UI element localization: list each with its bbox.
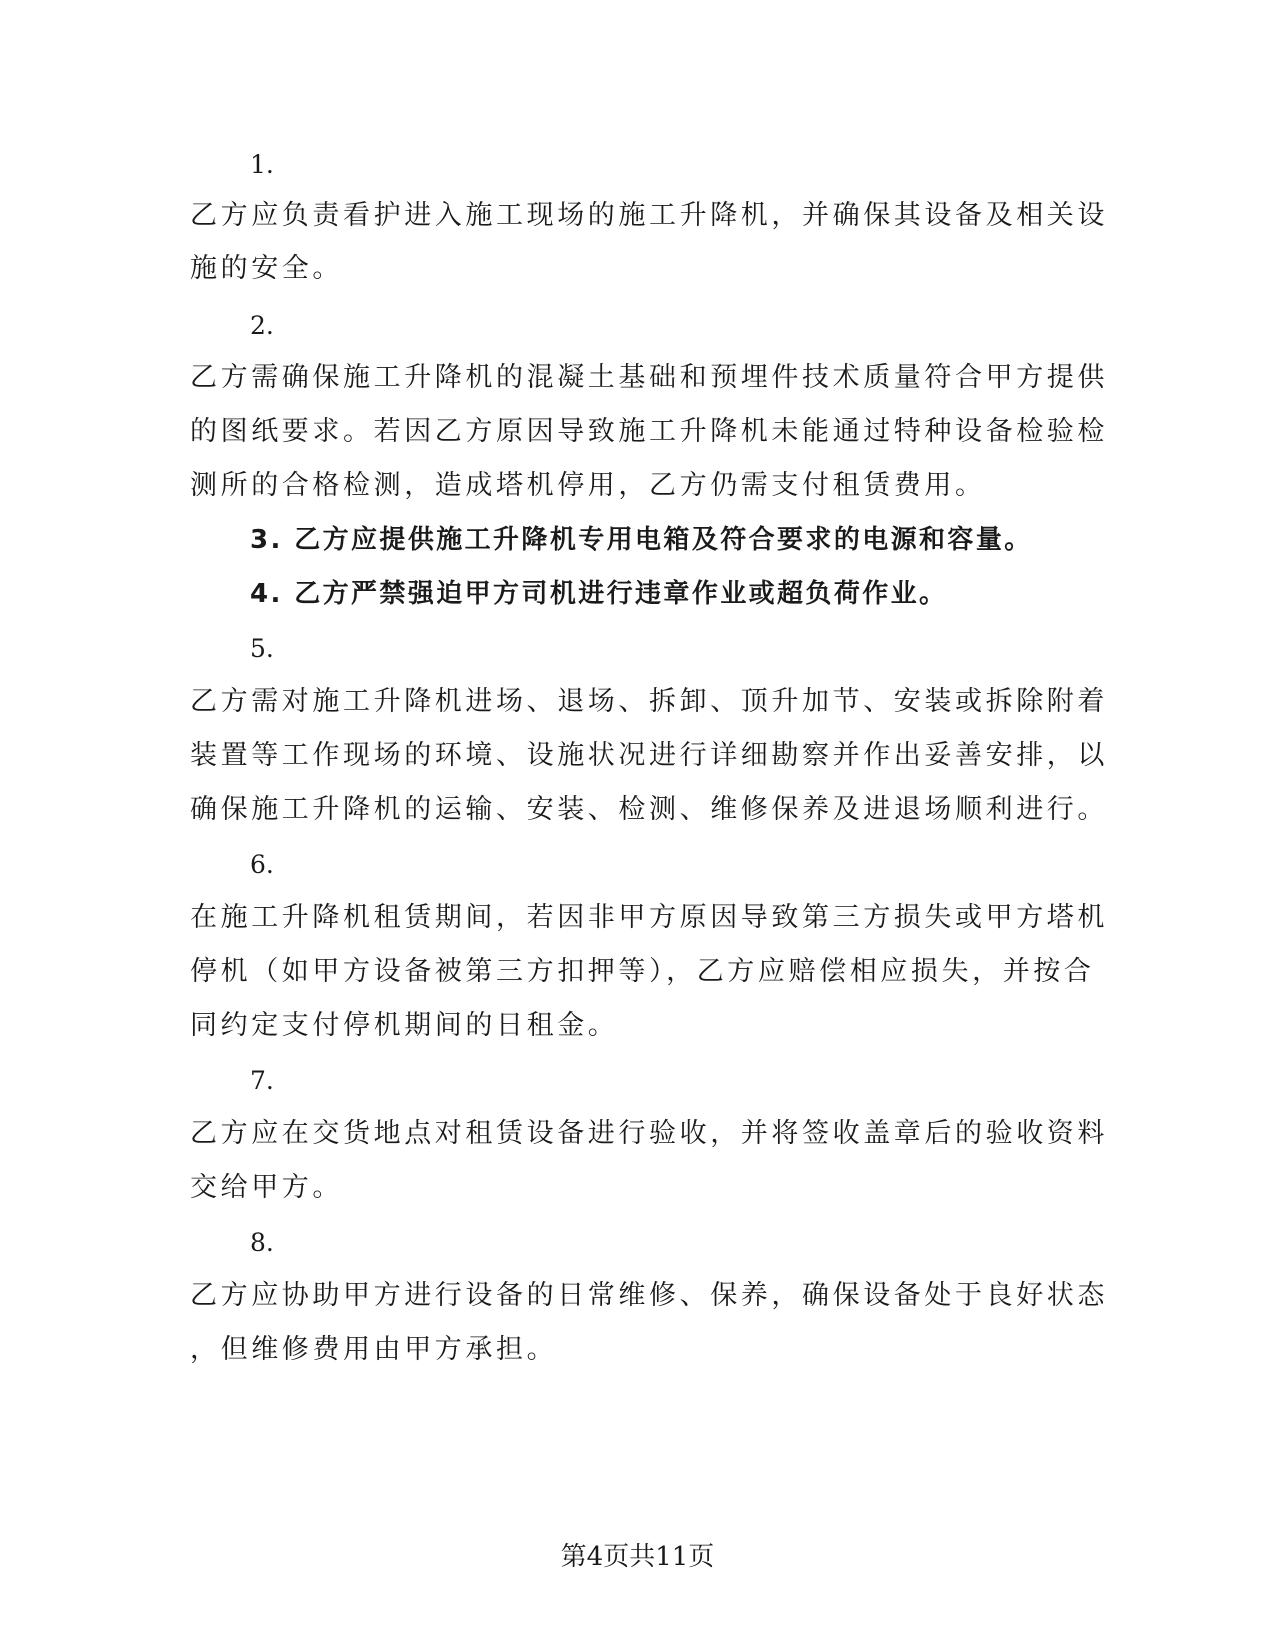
- item-2-line-3: 测所的合格检测，造成塔机停用，乙方仍需支付租赁费用。: [190, 470, 986, 501]
- item-4: 4. 乙方严禁强迫甲方司机进行违章作业或超负荷作业。: [250, 579, 948, 609]
- item-7-number: 7.: [250, 1066, 274, 1095]
- item-6-line-3: 同约定支付停机期间的日租金。: [190, 1010, 619, 1041]
- item-1-line-1: 乙方应负责看护进入施工现场的施工升降机，并确保其设备及相关设: [190, 200, 1108, 231]
- item-1-number: 1.: [250, 150, 274, 179]
- item-2-line-2: 的图纸要求。若因乙方原因导致施工升降机未能通过特种设备检验检: [190, 416, 1108, 447]
- item-5-line-1: 乙方需对施工升降机进场、退场、拆卸、顶升加节、安装或拆除附着: [190, 686, 1108, 717]
- item-5-line-2: 装置等工作现场的环境、设施状况进行详细勘察并作出妥善安排，以: [190, 740, 1108, 771]
- item-6-line-1: 在施工升降机租赁期间，若因非甲方原因导致第三方损失或甲方塔机: [190, 902, 1108, 933]
- item-6-line-2: 停机（如甲方设备被第三方扣押等），乙方应赔偿相应损失，并按合: [190, 956, 1095, 987]
- item-7-line-2: 交给甲方。: [190, 1172, 343, 1203]
- item-5-number: 5.: [250, 634, 274, 663]
- item-8-line-1: 乙方应协助甲方进行设备的日常维修、保养，确保设备处于良好状态: [190, 1280, 1108, 1311]
- item-2-number: 2.: [250, 311, 274, 340]
- item-7-line-1: 乙方应在交货地点对租赁设备进行验收，并将签收盖章后的验收资料: [190, 1118, 1108, 1149]
- item-6-number: 6.: [250, 850, 274, 879]
- item-2-line-1: 乙方需确保施工升降机的混凝土基础和预埋件技术质量符合甲方提供: [190, 362, 1108, 393]
- item-1-line-2: 施的安全。: [190, 253, 343, 284]
- item-5-line-3: 确保施工升降机的运输、安装、检测、维修保养及进退场顺利进行。: [190, 794, 1108, 825]
- item-8-line-2: ，但维修费用由甲方承担。: [190, 1334, 558, 1365]
- item-3: 3. 乙方应提供施工升降机专用电箱及符合要求的电源和容量。: [250, 525, 1033, 555]
- item-8-number: 8.: [250, 1228, 274, 1257]
- page-footer: 第4页共11页: [560, 1542, 715, 1572]
